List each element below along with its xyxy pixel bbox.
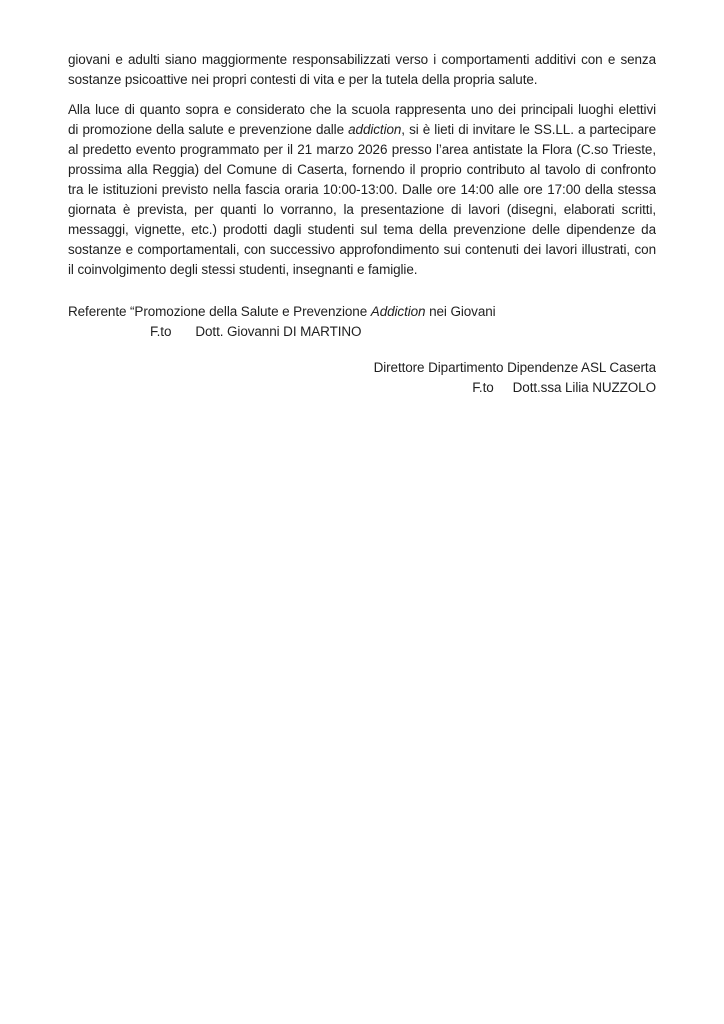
direttore-signature-block: [68, 358, 656, 398]
text-line: tra le istituzioni previsto nella fascia oraria 10:00-13:00. Dalle ore 14:00 alle ore 17:00 della stessa: [68, 182, 656, 197]
italic-term-addiction: addiction: [348, 122, 402, 137]
text-segment: di promozione della salute e prevenzione dalle: [68, 122, 344, 137]
text-line: al predetto evento programmato per il 21 marzo 2026 presso l’area antistate la Flora (C.so Trieste,: [68, 142, 656, 157]
referente-signer-line: [68, 322, 656, 342]
text-line: Alla luce di quanto sopra e considerato che la scuola rappresenta uno dei principali luoghi elettivi: [68, 102, 656, 117]
fto-label: F.to: [150, 324, 172, 339]
text-line: messaggi, vignette, etc.) prodotti dagli studenti sul tema della prevenzione delle dipendenze da: [68, 222, 656, 237]
text-segment: Referente “Promozione della Salute e Prevenzione: [68, 304, 368, 319]
fto-label: F.to: [472, 380, 494, 395]
text-line: giornata è prevista, per quanti lo vorranno, la presentazione di lavori (disegni, elaborati scritti,: [68, 202, 656, 217]
text-line: prossima alla Reggia) del Comune di Caserta, fornendo il proprio contributo al tavolo di confronto: [68, 162, 656, 177]
text-line: [68, 120, 656, 140]
paragraph-1: [68, 50, 656, 90]
text-line: sostanze e comportamentali, con successivo approfondimento sui contenuti dei lavori illustrati, con: [68, 242, 656, 257]
text-line: sostanze psicoattive nei propri contesti di vita e per la tutela della propria salute.: [68, 72, 538, 87]
referente-signature-block: [68, 302, 656, 342]
text-line: giovani e adulti siano maggiormente responsabilizzati verso i comportamenti additivi con e senza: [68, 52, 656, 67]
italic-term-addiction: Addiction: [370, 304, 426, 319]
text-line: il coinvolgimento degli stessi studenti, insegnanti e famiglie.: [68, 262, 418, 277]
text-segment: nei Giovani: [429, 304, 496, 319]
text-segment: , si è lieti di invitare le SS.LL. a partecipare: [401, 122, 656, 137]
paragraph-2: [68, 100, 656, 280]
signer-name: Dott. Giovanni DI MARTINO: [195, 324, 362, 339]
direttore-title-line: Direttore Dipartimento Dipendenze ASL Caserta: [373, 360, 656, 375]
signer-name: Dott.ssa Lilia NUZZOLO: [512, 380, 656, 395]
referente-title-line: [68, 302, 656, 322]
direttore-signer-line: [68, 378, 656, 398]
